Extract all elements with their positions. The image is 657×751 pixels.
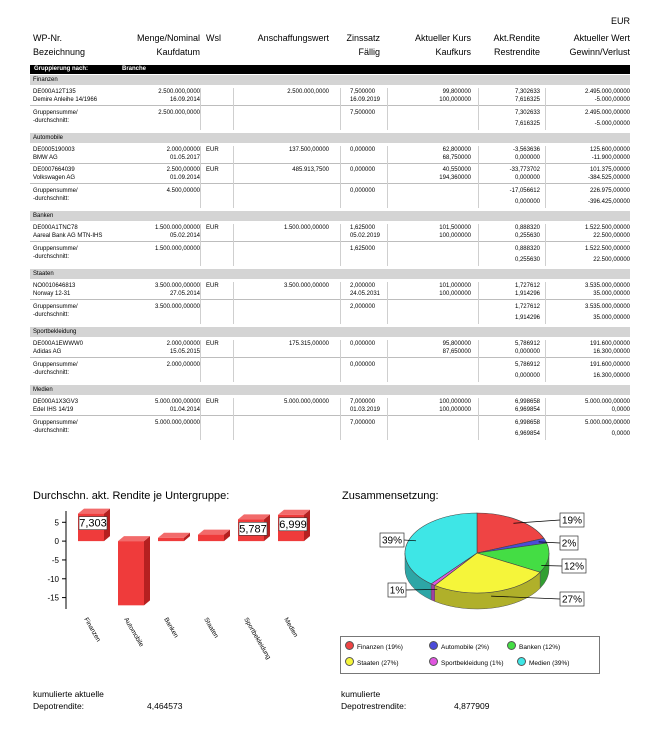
column-divider xyxy=(233,224,234,266)
col-kaufdatum: Kaufdatum xyxy=(156,47,200,57)
group-name: Automobile xyxy=(33,135,64,141)
profit-loss: 35.000,00000 xyxy=(593,291,630,297)
current-value: 3.535.000,00000 xyxy=(584,283,630,289)
column-divider xyxy=(387,282,388,324)
maturity-date: 01.03.2019 xyxy=(349,407,380,413)
y-tick-label: 0 xyxy=(54,537,59,547)
column-divider xyxy=(200,88,201,130)
security-name: Edel IHS 14/19 xyxy=(33,407,74,413)
purchase-price: 68,750000 xyxy=(442,155,471,161)
column-divider xyxy=(545,146,546,208)
pie-callout-label: 1% xyxy=(389,585,405,597)
purchase-date: 05.02.2014 xyxy=(169,233,200,239)
pie-callout-label: 19% xyxy=(561,515,583,527)
group-avg-interest: 0,000000 xyxy=(350,362,376,368)
group-sum-label: Gruppensumme/ xyxy=(33,304,78,310)
group-sum-profit-loss: 0,0000 xyxy=(611,431,630,437)
column-divider xyxy=(233,88,234,130)
current-yield: 5,786912 xyxy=(514,341,540,347)
col-gewinn-verlust: Gewinn/Verlust xyxy=(569,47,630,57)
column-divider xyxy=(478,398,479,440)
column-divider xyxy=(340,340,341,382)
group-sum-label: Gruppensumme/ xyxy=(33,246,78,252)
group-name: Staaten xyxy=(33,271,54,277)
pie-callout-label: 27% xyxy=(561,594,583,606)
column-divider xyxy=(545,282,546,324)
legend-swatch-icon xyxy=(345,641,354,650)
column-divider xyxy=(340,282,341,324)
remaining-yield: 7,616325 xyxy=(514,97,540,103)
column-divider xyxy=(340,146,341,208)
col-wsl: Wsl xyxy=(206,33,221,43)
acquisition-value: 2.500.000,0000 xyxy=(287,89,329,95)
acquisition-value: 137.500,00000 xyxy=(288,147,329,153)
footer-left-value: 4,464573 xyxy=(147,701,183,711)
column-divider xyxy=(233,282,234,324)
pie-callout-label: 12% xyxy=(563,561,585,573)
legend-swatch-icon xyxy=(517,657,526,666)
profit-loss: -11.900,00000 xyxy=(591,155,630,161)
col-faellig: Fällig xyxy=(358,47,380,57)
maturity-date: 24.05.2031 xyxy=(349,291,380,297)
col-anschaffungswert: Anschaffungswert xyxy=(257,33,329,43)
group-avg-interest: 1,625000 xyxy=(350,246,376,252)
bar-value-label: 5,787 xyxy=(239,523,267,536)
column-divider xyxy=(545,224,546,266)
y-tick-label: 5 xyxy=(54,518,59,528)
current-yield: 1,727612 xyxy=(514,283,540,289)
purchase-date: 01.09.2014 xyxy=(169,175,200,181)
x-tick-label: Finanzen xyxy=(82,616,102,644)
footer-right-label2: Depotrestrendite: xyxy=(341,701,407,711)
legend-label: Medien (39%) xyxy=(529,660,570,667)
row-divider xyxy=(30,415,630,416)
quantity: 5.000.000,00000 xyxy=(154,399,200,405)
remaining-yield: 0,255630 xyxy=(514,233,540,239)
group-sum-profit-loss: -396.425,00000 xyxy=(587,199,630,205)
purchase-price: 194,360000 xyxy=(439,175,471,181)
security-name: BMW AG xyxy=(33,155,58,161)
y-tick-label: -5 xyxy=(51,555,59,565)
group-avg-label: -durchschnitt: xyxy=(33,312,70,318)
quantity: 2.000,00000 xyxy=(166,341,200,347)
row-divider xyxy=(30,241,630,242)
column-divider xyxy=(545,340,546,382)
group-avg-yield: -17,056612 xyxy=(509,188,540,194)
column-divider xyxy=(233,340,234,382)
column-divider xyxy=(387,398,388,440)
group-avg-label: -durchschnitt: xyxy=(33,428,70,434)
quantity: 1.500.000,00000 xyxy=(154,225,200,231)
group-avg-yield: 0,888320 xyxy=(514,246,540,252)
group-avg-yield: 6,998658 xyxy=(514,420,540,426)
group-sum-value: 2.495.000,00000 xyxy=(584,110,630,116)
y-tick-label: -15 xyxy=(47,593,59,603)
group-sum-value: 3.535.000,00000 xyxy=(584,304,630,310)
security-id: DE000A1X3GV3 xyxy=(33,399,79,405)
currency-label: EUR xyxy=(610,16,630,26)
grouping-value: Branche xyxy=(122,66,147,72)
row-divider xyxy=(30,357,630,358)
group-avg-remaining-yield: 6,969854 xyxy=(514,431,540,437)
profit-loss: 0,0000 xyxy=(611,407,630,413)
footer-right-value: 4,877909 xyxy=(454,701,490,711)
bar-chart xyxy=(30,505,330,680)
column-divider xyxy=(340,398,341,440)
legend-label: Staaten (27%) xyxy=(357,660,399,667)
purchase-price: 87,650000 xyxy=(442,349,471,355)
column-divider xyxy=(340,224,341,266)
group-sum-value: 5.000.000,00000 xyxy=(584,420,630,426)
row-divider xyxy=(30,105,630,106)
column-divider xyxy=(200,282,201,324)
group-sum-profit-loss: 22.500,00000 xyxy=(593,257,630,263)
pie-callout-label: 2% xyxy=(561,538,577,550)
legend-label: Automobile (2%) xyxy=(441,644,490,651)
current-yield: -3,563636 xyxy=(512,147,540,153)
group-sum-value: 191.600,00000 xyxy=(589,362,630,368)
currency: EUR xyxy=(206,399,219,405)
group-sum-label: Gruppensumme/ xyxy=(33,362,78,368)
pie-slice-side xyxy=(431,584,435,602)
legend-label: Finanzen (19%) xyxy=(357,644,403,651)
column-divider xyxy=(387,340,388,382)
column-divider xyxy=(387,88,388,130)
column-divider xyxy=(200,398,201,440)
group-sum-quantity: 2.000,00000 xyxy=(166,362,200,368)
group-sum-label: Gruppensumme/ xyxy=(33,110,78,116)
row-divider xyxy=(30,163,630,164)
currency: EUR xyxy=(206,225,219,231)
bar-value-label: 7,303 xyxy=(79,517,107,530)
current-value: 1.522.500,00000 xyxy=(584,225,630,231)
column-divider xyxy=(387,146,388,208)
group-sum-quantity: 2.500.000,0000 xyxy=(158,110,200,116)
current-value: 125.600,00000 xyxy=(589,147,630,153)
legend-item xyxy=(429,657,504,668)
purchase-price: 100,000000 xyxy=(439,233,471,239)
current-price: 62,800000 xyxy=(442,147,471,153)
legend-label: Sportbekleidung (1%) xyxy=(441,660,504,667)
group-avg-interest: 7,000000 xyxy=(350,420,376,426)
group-header xyxy=(30,75,630,85)
purchase-price: 100,000000 xyxy=(439,407,471,413)
group-avg-label: -durchschnitt: xyxy=(33,118,70,124)
footer-left-label2: Depotrendite: xyxy=(33,701,85,711)
interest-rate: 2,000000 xyxy=(350,283,376,289)
footer-left-label1: kumulierte aktuelle xyxy=(33,689,104,699)
x-tick-label: Sportbekleidung xyxy=(242,616,272,661)
current-price: 95,800000 xyxy=(442,341,471,347)
column-divider xyxy=(478,282,479,324)
group-header xyxy=(30,385,630,395)
purchase-date: 27.05.2014 xyxy=(169,291,200,297)
legend-label: Banken (12%) xyxy=(519,644,561,651)
group-name: Medien xyxy=(33,387,53,393)
x-tick-label: Banken xyxy=(162,616,180,640)
group-avg-remaining-yield: 7,616325 xyxy=(514,121,540,127)
profit-loss: -384.525,00000 xyxy=(587,175,630,181)
currency: EUR xyxy=(206,147,219,153)
col-kaufkurs: Kaufkurs xyxy=(435,47,471,57)
pie-legend xyxy=(340,636,600,674)
current-value: 2.495.000,00000 xyxy=(584,89,630,95)
group-avg-yield: 7,302633 xyxy=(514,110,540,116)
group-avg-remaining-yield: 0,000000 xyxy=(514,373,540,379)
col-akt-rendite: Akt.Rendite xyxy=(493,33,540,43)
group-avg-interest: 0,000000 xyxy=(350,188,376,194)
legend-swatch-icon xyxy=(429,657,438,666)
current-price: 99,800000 xyxy=(442,89,471,95)
acquisition-value: 3.500.000,00000 xyxy=(283,283,329,289)
security-id: DE000A1TNC78 xyxy=(33,225,78,231)
current-value: 101.375,00000 xyxy=(589,167,630,173)
current-price: 40,550000 xyxy=(442,167,471,173)
column-divider xyxy=(478,146,479,208)
group-avg-label: -durchschnitt: xyxy=(33,370,70,376)
x-tick-label: Medien xyxy=(282,616,299,639)
bar xyxy=(118,541,144,605)
x-tick-label: Staaten xyxy=(202,616,220,640)
currency: EUR xyxy=(206,283,219,289)
remaining-yield: 0,000000 xyxy=(514,155,540,161)
column-divider xyxy=(478,340,479,382)
current-price: 101,500000 xyxy=(439,225,471,231)
column-divider xyxy=(200,146,201,208)
currency: EUR xyxy=(206,167,219,173)
current-yield: 6,998658 xyxy=(514,399,540,405)
group-sum-quantity: 3.500.000,00000 xyxy=(154,304,200,310)
bar xyxy=(198,535,224,542)
acquisition-value: 5.000.000,00000 xyxy=(283,399,329,405)
currency: EUR xyxy=(206,341,219,347)
security-name: Demire Anleihe 14/1966 xyxy=(33,97,98,103)
current-value: 191.600,00000 xyxy=(589,341,630,347)
acquisition-value: 175.315,00000 xyxy=(288,341,329,347)
col-wpnr: WP-Nr. xyxy=(33,33,62,43)
col-aktueller-kurs: Aktueller Kurs xyxy=(414,33,471,43)
group-sum-profit-loss: 35.000,00000 xyxy=(593,315,630,321)
bar xyxy=(158,538,184,541)
quantity: 2.000,00000 xyxy=(166,147,200,153)
col-aktueller-wert: Aktueller Wert xyxy=(573,33,630,43)
group-avg-label: -durchschnitt: xyxy=(33,196,70,202)
interest-rate: 7,000000 xyxy=(350,399,376,405)
group-sum-value: 226.975,00000 xyxy=(589,188,630,194)
column-divider xyxy=(233,398,234,440)
column-divider xyxy=(200,340,201,382)
group-avg-interest: 7,500000 xyxy=(350,110,376,116)
current-yield: -33,773702 xyxy=(509,167,540,173)
quantity: 2.500.000,0000 xyxy=(158,89,200,95)
remaining-yield: 6,969854 xyxy=(514,407,540,413)
legend-item xyxy=(507,641,560,652)
footer-right-label1: kumulierte xyxy=(341,689,381,699)
legend-swatch-icon xyxy=(345,657,354,666)
group-name: Sportbekleidung xyxy=(33,329,77,335)
group-name: Finanzen xyxy=(33,77,58,83)
legend-item xyxy=(429,641,489,652)
maturity-date: 16.09.2019 xyxy=(349,97,380,103)
group-sum-label: Gruppensumme/ xyxy=(33,188,78,194)
current-yield: 0,888320 xyxy=(514,225,540,231)
column-divider xyxy=(233,146,234,208)
legend-swatch-icon xyxy=(429,641,438,650)
group-sum-quantity: 5.000.000,00000 xyxy=(154,420,200,426)
grouping-label: Gruppierung nach: xyxy=(34,66,88,72)
purchase-date: 01.04.2014 xyxy=(169,407,200,413)
group-avg-remaining-yield: 0,000000 xyxy=(514,199,540,205)
legend-item xyxy=(345,641,403,652)
security-name: Volkswagen AG xyxy=(33,175,76,181)
group-header xyxy=(30,211,630,221)
interest-rate: 0,000000 xyxy=(350,341,376,347)
maturity-date: 05.02.2019 xyxy=(349,233,380,239)
acquisition-value: 485.913,7500 xyxy=(292,167,329,173)
security-name: Adidas AG xyxy=(33,349,62,355)
column-divider xyxy=(478,224,479,266)
purchase-date: 15.05.2015 xyxy=(169,349,200,355)
group-header xyxy=(30,269,630,279)
y-tick-label: -10 xyxy=(47,574,59,584)
remaining-yield: 0,000000 xyxy=(514,349,540,355)
current-value: 5.000.000,00000 xyxy=(584,399,630,405)
purchase-price: 100,000000 xyxy=(439,291,471,297)
remaining-yield: 1,914296 xyxy=(514,291,540,297)
security-name: Aareal Bank AG MTN-IHS xyxy=(33,233,103,239)
grouping-bar xyxy=(30,65,630,74)
quantity: 3.500.000,00000 xyxy=(154,283,200,289)
bar-value-label: 6,999 xyxy=(279,518,307,531)
profit-loss: 16.300,00000 xyxy=(593,349,630,355)
col-menge: Menge/Nominal xyxy=(136,33,200,43)
current-price: 100,000000 xyxy=(439,399,471,405)
row-divider xyxy=(30,183,630,184)
purchase-price: 100,000000 xyxy=(439,97,471,103)
bar-side xyxy=(144,536,150,605)
group-avg-yield: 5,786912 xyxy=(514,362,540,368)
row-divider xyxy=(30,299,630,300)
interest-rate: 0,000000 xyxy=(350,167,376,173)
group-header xyxy=(30,133,630,143)
profit-loss: -5.000,00000 xyxy=(594,97,630,103)
group-avg-remaining-yield: 1,914296 xyxy=(514,315,540,321)
col-bezeichnung: Bezeichnung xyxy=(33,47,86,57)
group-sum-quantity: 1.500.000,00000 xyxy=(154,246,200,252)
purchase-date: 01.05.2017 xyxy=(169,155,200,161)
legend-swatch-icon xyxy=(507,641,516,650)
security-name: Norway 12-31 xyxy=(33,291,71,297)
column-divider xyxy=(545,88,546,130)
acquisition-value: 1.500.000,00000 xyxy=(283,225,329,231)
security-id: DE0007664039 xyxy=(33,167,75,173)
group-sum-label: Gruppensumme/ xyxy=(33,420,78,426)
interest-rate: 1,625000 xyxy=(350,225,376,231)
group-avg-label: -durchschnitt: xyxy=(33,254,70,260)
legend-item xyxy=(517,657,569,668)
security-id: DE0005190003 xyxy=(33,147,75,153)
column-divider xyxy=(478,88,479,130)
col-zinssatz: Zinssatz xyxy=(346,33,380,43)
group-avg-remaining-yield: 0,255630 xyxy=(514,257,540,263)
x-tick-label: Automobile xyxy=(122,616,145,649)
bar-chart-title: Durchschn. akt. Rendite je Untergruppe: xyxy=(33,490,230,502)
group-avg-interest: 2,000000 xyxy=(350,304,376,310)
profit-loss: 22.500,00000 xyxy=(593,233,630,239)
quantity: 2.500,00000 xyxy=(166,167,200,173)
remaining-yield: 0,000000 xyxy=(514,175,540,181)
group-header xyxy=(30,327,630,337)
interest-rate: 7,500000 xyxy=(350,89,376,95)
current-price: 101,000000 xyxy=(439,283,471,289)
pie-chart-title: Zusammensetzung: xyxy=(342,490,439,502)
pie-callout-label: 39% xyxy=(381,535,403,547)
purchase-date: 16.09.2014 xyxy=(169,97,200,103)
group-name: Banken xyxy=(33,213,54,219)
group-sum-profit-loss: 16.300,00000 xyxy=(593,373,630,379)
security-id: DE000A12T135 xyxy=(33,89,76,95)
security-id: NO0010646813 xyxy=(33,283,76,289)
column-divider xyxy=(200,224,201,266)
column-divider xyxy=(545,398,546,440)
col-restrendite: Restrendite xyxy=(493,47,540,57)
group-sum-value: 1.522.500,00000 xyxy=(584,246,630,252)
group-sum-profit-loss: -5.000,00000 xyxy=(594,121,630,127)
pie-chart xyxy=(340,505,640,633)
column-divider xyxy=(387,224,388,266)
interest-rate: 0,000000 xyxy=(350,147,376,153)
group-avg-yield: 1,727612 xyxy=(514,304,540,310)
security-id: DE000A1EWWW0 xyxy=(33,341,84,347)
legend-item xyxy=(345,657,399,668)
column-divider xyxy=(340,88,341,130)
current-yield: 7,302633 xyxy=(514,89,540,95)
group-sum-quantity: 4.500,00000 xyxy=(166,188,200,194)
